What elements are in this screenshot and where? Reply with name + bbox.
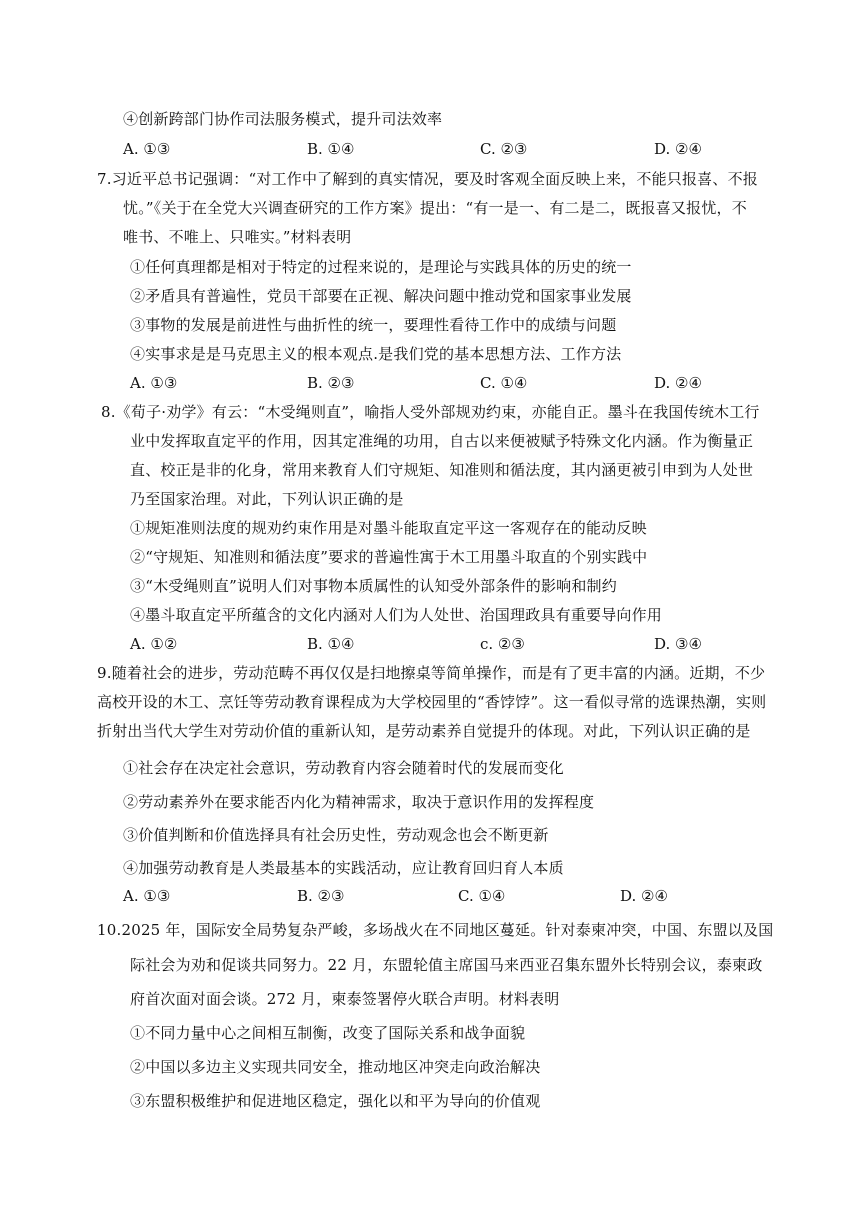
q8-choice-a: A. ①② — [130, 635, 178, 653]
q8-option-3: ③“木受绳则直”说明人们对事物本质属性的认知受外部条件的影响和制约 — [130, 577, 617, 595]
q8-option-4: ④墨斗取直定平所蕴含的文化内涵对人们为人处世、治国理政具有重要导向作用 — [130, 606, 663, 624]
q8-choice-b: B. ①④ — [307, 635, 355, 653]
q6-choice-c: C. ②③ — [480, 140, 528, 158]
q6-choice-b: B. ①④ — [307, 140, 355, 158]
q9-option-4: ④加强劳动教育是人类最基本的实践活动，应让教育回归育人本质 — [123, 859, 564, 877]
q7-choice-c: C. ①④ — [480, 374, 528, 392]
q10-option-2: ②中国以多边主义实现共同安全，推动地区冲突走向政治解决 — [130, 1058, 541, 1076]
q7-option-1: ①任何真理都是相对于特定的过程来说的，是理论与实践具体的历史的统一 — [130, 258, 632, 276]
q9-stem-line-1: 9.随着社会的进步，劳动范畴不再仅仅是扫地擦桌等简单操作，而是有了更丰富的内涵。近期，不少 — [97, 664, 766, 682]
q7-stem-line-3: 唯书、不唯上、只唯实。”材料表明 — [123, 228, 352, 246]
q8-choice-d: D. ③④ — [654, 635, 702, 653]
q9-option-3: ③价值判断和价值选择具有社会历史性，劳动观念也会不断更新 — [123, 826, 549, 844]
q7-option-2: ②矛盾具有普遍性，党员干部要在正视、解决问题中推动党和国家事业发展 — [130, 287, 632, 305]
q7-option-4: ④实事求是是马克思主义的根本观点.是我们党的基本思想方法、工作方法 — [130, 345, 622, 363]
q8-stem-line-4: 乃至国家治理。对此，下列认识正确的是 — [130, 490, 404, 508]
q10-option-1: ①不同力量中心之间相互制衡，改变了国际关系和战争面貌 — [130, 1024, 526, 1042]
q9-option-1: ①社会存在决定社会意识，劳动教育内容会随着时代的发展而变化 — [123, 759, 564, 777]
q9-option-2: ②劳动素养外在要求能否内化为精神需求，取决于意识作用的发挥程度 — [123, 793, 595, 811]
q7-choice-a: A. ①③ — [130, 374, 178, 392]
q7-option-3: ③事物的发展是前进性与曲折性的统一，要理性看待工作中的成绩与问题 — [130, 316, 617, 334]
q9-stem-line-3: 折射出当代大学生对劳动价值的重新认知，是劳动素养自觉提升的体现。对此，下列认识正确的是 — [97, 722, 751, 740]
q8-choice-c: c. ②③ — [480, 635, 525, 653]
q6-option-4: ④创新跨部门协作司法服务模式，提升司法效率 — [123, 110, 443, 128]
q8-option-2: ②“守规矩、知准则和循法度”要求的普遍性寓于木工用墨斗取直的个别实践中 — [130, 548, 648, 566]
q6-choice-a: A. ①③ — [123, 140, 171, 158]
q10-stem-line-2: 际社会为劝和促谈共同努力。22 月，东盟轮值主席国马来西亚召集东盟外长特别会议，泰柬政 — [130, 956, 763, 974]
q6-choice-d: D. ②④ — [654, 140, 702, 158]
q8-stem-line-2: 业中发挥取直定平的作用，因其定准绳的功用，自古以来便被赋予特殊文化内涵。作为衡量正 — [130, 432, 754, 450]
q9-stem-line-2: 高校开设的木工、烹饪等劳动教育课程成为大学校园里的“香饽饽”。这一看似寻常的选课热潮，实则 — [97, 693, 767, 711]
q7-stem-line-1: 7.习近平总书记强调：“对工作中了解到的真实情况，要及时客观全面反映上来，不能只报喜、不报 — [97, 170, 758, 188]
q9-choice-c: C. ①④ — [458, 887, 506, 905]
q10-stem-line-3: 府首次面对面会谈。272 月，柬泰签署停火联合声明。材料表明 — [130, 990, 560, 1008]
q7-stem-line-2: 忧。”《关于在全党大兴调查研究的工作方案》提出：“有一是一、有二是二，既报喜又报忧，不 — [123, 199, 747, 217]
q7-choice-b: B. ②③ — [307, 374, 355, 392]
q9-choice-b: B. ②③ — [297, 887, 345, 905]
q8-stem-line-1: 8.《荀子·劝学》有云：“木受绳则直”，喻指人受外部规劝约束，亦能自正。墨斗在我国传统木工行 — [101, 403, 760, 421]
q9-choice-a: A. ①③ — [123, 887, 171, 905]
q7-choice-d: D. ②④ — [654, 374, 702, 392]
q10-stem-line-1: 10.2025 年，国际安全局势复杂严峻，多场战火在不同地区蔓延。针对泰柬冲突，中国、东盟以及国 — [97, 921, 774, 939]
q8-stem-line-3: 直、校正是非的化身，常用来教育人们守规矩、知准则和循法度，其内涵更被引申到为人处世 — [130, 461, 754, 479]
q9-choice-d: D. ②④ — [620, 887, 668, 905]
q10-option-3: ③东盟积极维护和促进地区稳定，强化以和平为导向的价值观 — [130, 1092, 541, 1110]
q8-option-1: ①规矩准则法度的规劝约束作用是对墨斗能取直定平这一客观存在的能动反映 — [130, 519, 647, 537]
